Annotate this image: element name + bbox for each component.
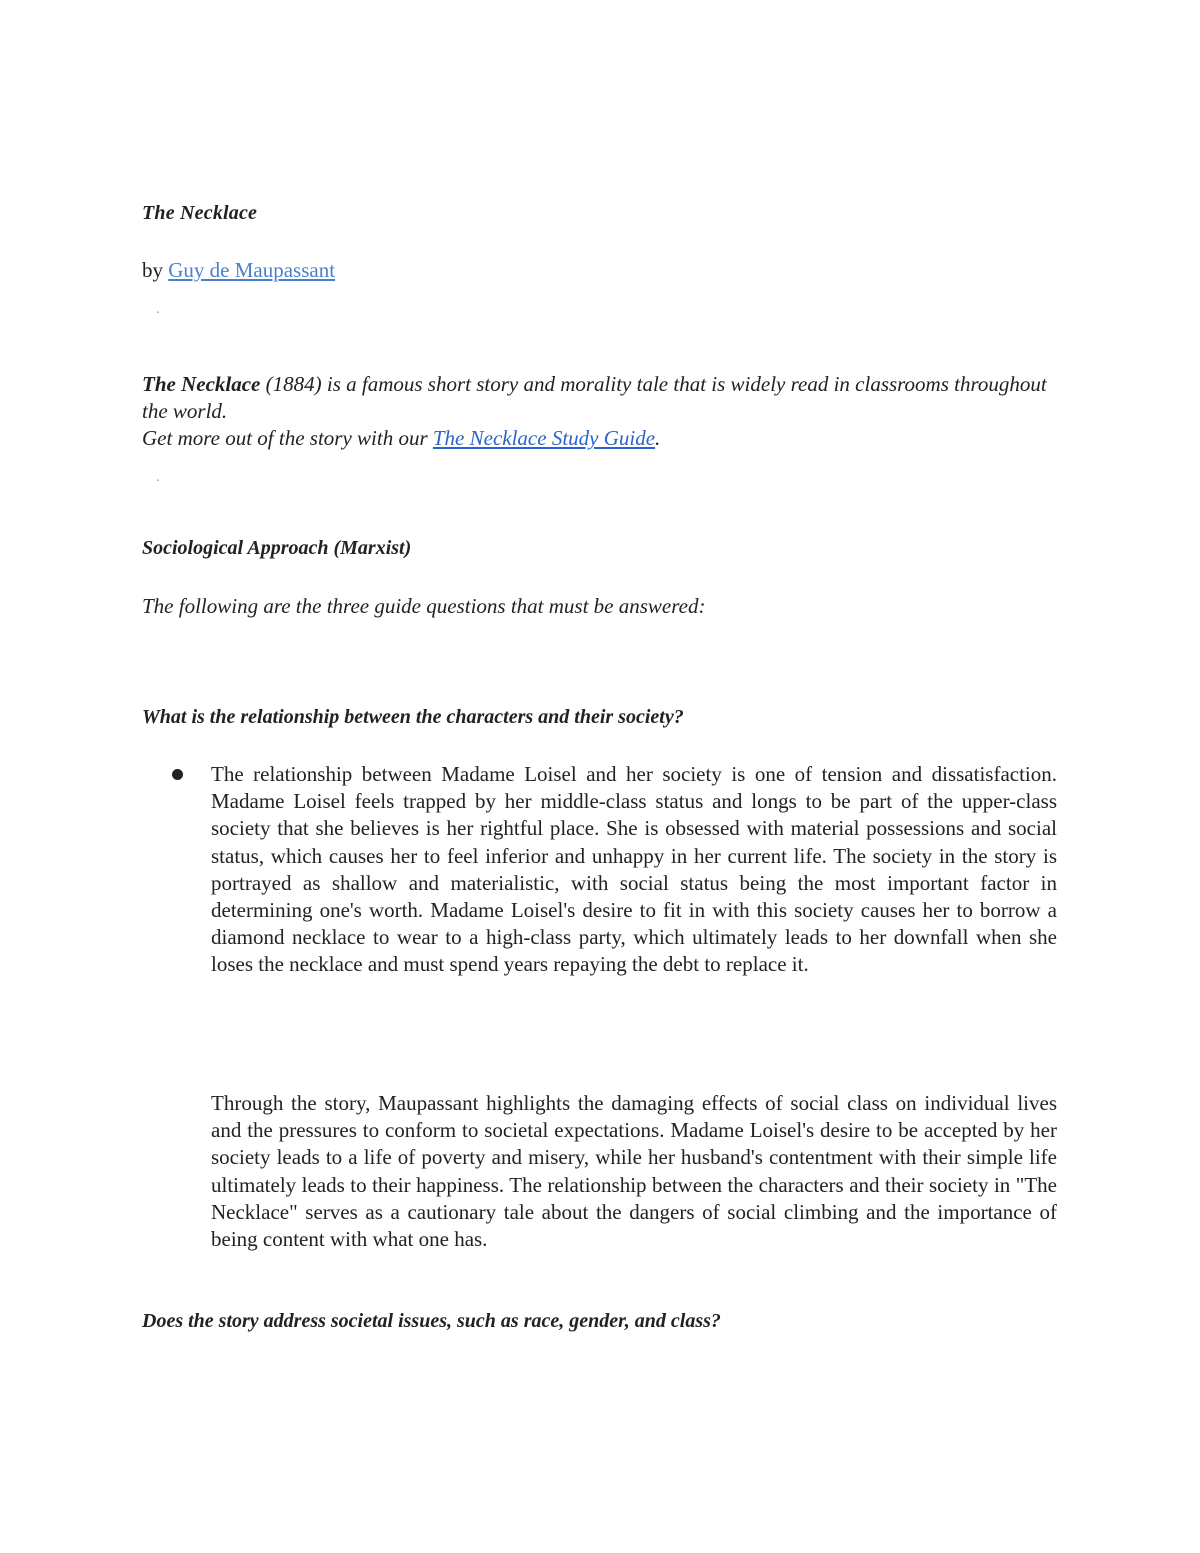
intro-line-2-suffix: . xyxy=(655,426,661,450)
study-guide-link[interactable]: The Necklace Study Guide xyxy=(432,426,656,450)
intro-line-2-prefix: Get more out of the story with our xyxy=(142,426,433,450)
guide-intro: The following are the three guide questions that must be answered: xyxy=(142,594,706,618)
separator-dot-2: . xyxy=(156,470,160,485)
intro-work-title: The Necklace xyxy=(142,372,261,396)
bullet-icon xyxy=(172,769,183,780)
intro-line-1: (1884) is a famous short story and morality tale that is widely read in classrooms throughout the world. xyxy=(142,372,1047,423)
intro-paragraph xyxy=(142,371,1062,452)
author-link[interactable]: Guy de Maupassant xyxy=(168,258,336,282)
answer-1-paragraph-2: Through the story, Maupassant highlights the damaging effects of social class on individual lives and the pressures to conform to societal expectations. Madame Loisel's desire to be accepted by her society leads to a life of poverty and misery, while her husband's contentment with their simple life ultimately leads to their happiness. The relationship between the characters and their society in "The Necklace" serves as a cautionary tale about the dangers of social climbing and the importance of being content with what one has. xyxy=(211,1091,1057,1252)
question-2-heading: Does the story address societal issues, such as race, gender, and class? xyxy=(142,1310,721,1332)
byline xyxy=(142,258,335,283)
answer-1-paragraph-1: The relationship between Madame Loisel and her society is one of tension and dissatisfaction. Madame Loisel feels trapped by her middle-class status and longs to be part of the upper-class society that she believes is her rightful place. She is obsessed with material possessions and social status, which causes her to feel inferior and unhappy in her current life. The society in the story is portrayed as shallow and materialistic, with social status being the most important factor in determining one's worth. Madame Loisel's desire to fit in with this society causes her to borrow a diamond necklace to wear to a high-class party, which ultimately leads to her downfall when she loses the necklace and must spend years repaying the debt to replace it. xyxy=(211,762,1057,977)
story-title: The Necklace xyxy=(142,202,258,224)
section-heading: Sociological Approach (Marxist) xyxy=(142,537,412,559)
separator-dot: . xyxy=(156,302,160,317)
byline-prefix: by xyxy=(142,258,169,282)
question-1-heading: What is the relationship between the characters and their society? xyxy=(142,706,684,728)
